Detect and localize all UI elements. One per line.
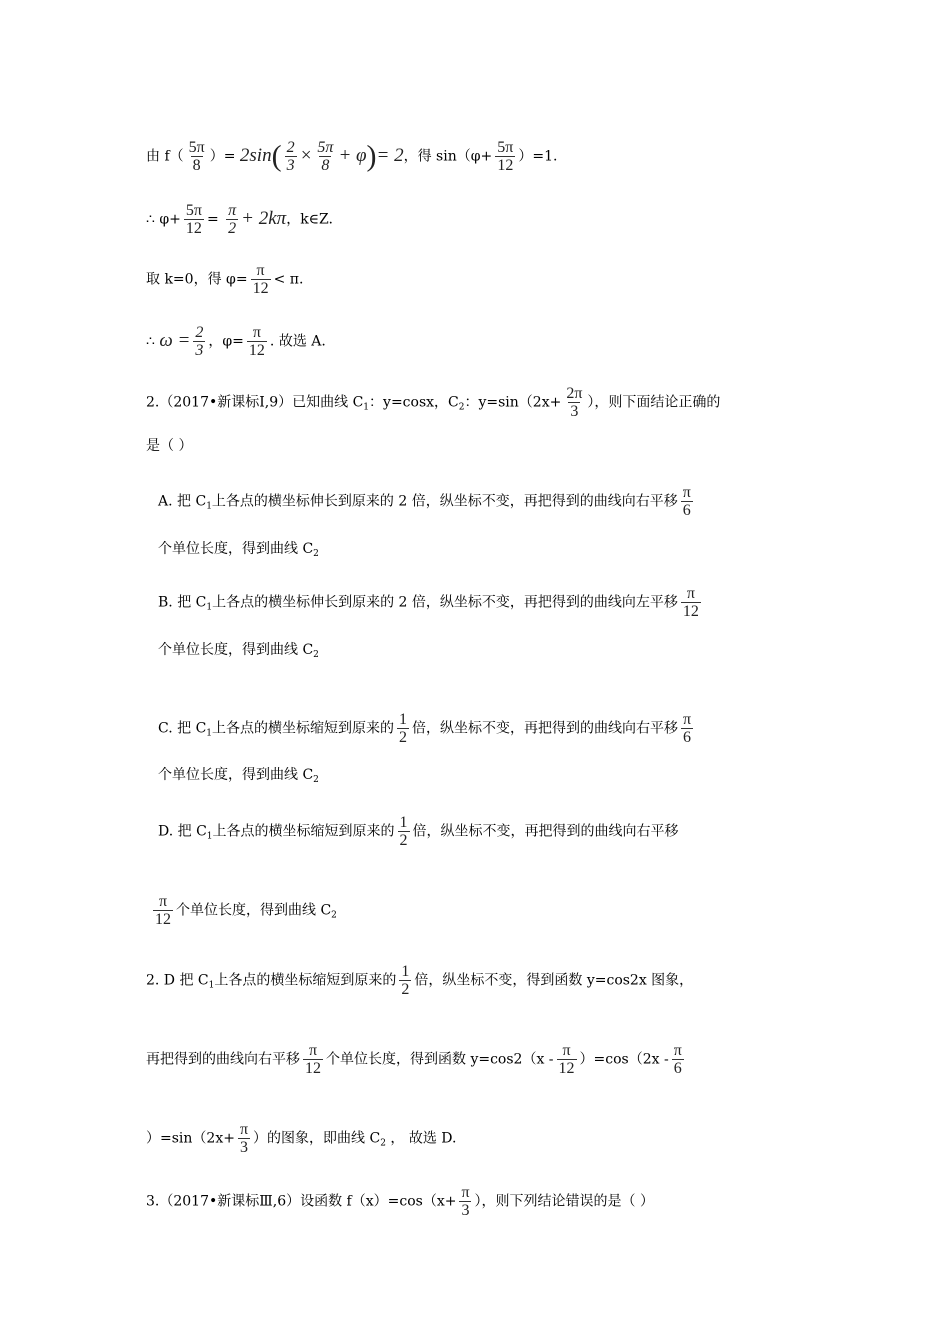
- text-span: 8: [321, 157, 330, 174]
- text-span: 1: [206, 602, 213, 613]
- text-span: 2: [195, 324, 204, 341]
- text-span: 上各点的横坐标缩短到原来的: [214, 972, 397, 989]
- text-span: ：y=cosx，C: [369, 394, 459, 411]
- text-span: 2: [399, 832, 408, 849]
- text-span: 个单位长度，得到曲线 C: [158, 642, 314, 658]
- text-span: 1: [206, 831, 213, 842]
- option-a: [158, 484, 696, 519]
- text-span: π: [686, 585, 695, 602]
- fraction: [672, 1042, 684, 1077]
- option-b: [158, 585, 704, 620]
- question-3: [146, 1184, 654, 1219]
- text-span: ∴ φ+: [146, 211, 181, 228]
- text-span: 6: [673, 1060, 682, 1077]
- text-span: 3: [461, 1202, 470, 1219]
- solution-line-3: [146, 262, 303, 297]
- text-span: 2: [313, 775, 319, 785]
- option-d: [158, 814, 679, 849]
- text-span: 5π: [317, 139, 334, 156]
- text-span: ）=1.: [518, 148, 558, 165]
- text-span: 2. D 把 C: [146, 972, 209, 989]
- text-span: 2π: [566, 385, 583, 402]
- text-span: =: [206, 211, 219, 228]
- text-span: π: [308, 1042, 318, 1059]
- text-span: 再把得到的曲线向右平移: [146, 1051, 300, 1068]
- text-span: 1: [206, 501, 212, 512]
- fraction: [557, 1042, 577, 1077]
- text-span: 个单位长度，得到曲线 C: [176, 902, 332, 919]
- text-span: 12: [497, 157, 514, 174]
- option-d-cont: [150, 893, 337, 928]
- answer-line-3: [146, 1121, 456, 1156]
- text-span: 5π: [185, 202, 202, 219]
- fraction: [238, 1121, 250, 1156]
- text-span: π: [228, 202, 237, 219]
- text-span: 5π: [188, 139, 205, 156]
- text-span: 倍，纵坐标不变，再把得到的曲线向右平移: [412, 720, 679, 737]
- text-span: ）=: [209, 148, 236, 165]
- text-span: B. 把 C: [158, 594, 207, 611]
- fraction: [399, 963, 411, 998]
- formula-image: [159, 324, 208, 359]
- text-span: 3: [570, 403, 579, 420]
- fraction: [187, 139, 207, 174]
- text-span: π: [158, 893, 168, 910]
- fraction: [681, 585, 701, 620]
- text-span: ）的图象，即曲线 C: [253, 1130, 381, 1147]
- text-span: ），则下列结论错误的是（ ）: [474, 1193, 654, 1210]
- text-span: ）=cos（2x -: [579, 1051, 669, 1068]
- text-span: π: [256, 262, 265, 279]
- text-span: 2: [313, 549, 319, 559]
- solution-line-4: [146, 324, 326, 359]
- text-span: 12: [185, 220, 202, 237]
- text-span: 是（ ）: [146, 438, 193, 454]
- text-span: ， 故选 D.: [385, 1130, 457, 1147]
- text-span: 个单位长度，得到曲线 C: [158, 541, 314, 557]
- text-span: 2: [399, 729, 408, 746]
- text-span: 12: [682, 603, 699, 620]
- text-span: 2.（2017•新课标Ⅰ,9）已知曲线 C: [146, 394, 364, 411]
- text-span: 3: [195, 342, 204, 359]
- text-span: ω =: [159, 329, 191, 351]
- text-span: ）=sin（2x+: [146, 1130, 235, 1147]
- text-span: 个单位长度，得到曲线 C: [158, 767, 314, 783]
- text-span: 3: [239, 1139, 248, 1156]
- text-span: 2: [458, 402, 465, 413]
- text-span: 上各点的横坐标缩短到原来的: [212, 823, 395, 840]
- text-span: 1: [206, 728, 213, 739]
- fraction: [247, 324, 267, 359]
- text-span: 1: [208, 980, 215, 991]
- text-span: π: [682, 484, 691, 501]
- text-span: 上各点的横坐标伸长到原来的 2 倍，纵坐标不变，再把得到的曲线向左平移: [212, 594, 678, 611]
- text-span: ，k∈Z.: [286, 211, 333, 228]
- text-span: 12: [305, 1060, 321, 1077]
- text-span: 12: [248, 342, 265, 359]
- fraction: [303, 1042, 323, 1077]
- text-span: 上各点的横坐标缩短到原来的: [212, 720, 395, 737]
- formula-image: [223, 202, 287, 237]
- text-span: 3.（2017•新课标Ⅲ,6）设函数 f（x）=cos（x+: [146, 1193, 457, 1210]
- text-span: 12: [252, 280, 269, 297]
- text-span: 2sin: [239, 144, 272, 166]
- text-span: 1: [399, 814, 408, 831]
- fraction: [251, 262, 271, 297]
- text-span: + 2kπ: [241, 207, 287, 229]
- fraction: [153, 893, 173, 928]
- text-span: ，得 sin（φ+: [403, 148, 493, 165]
- text-span: π: [673, 1042, 682, 1059]
- solution-line-2: [146, 202, 333, 237]
- text-span: A. 把 C: [158, 493, 207, 510]
- option-c: [158, 711, 696, 746]
- option-a-cont: [158, 540, 319, 563]
- text-span: π: [239, 1121, 249, 1138]
- answer-line-1: [146, 963, 693, 998]
- text-span: 1: [399, 711, 408, 728]
- fraction: [564, 385, 584, 420]
- text-span: 由 f（: [146, 148, 184, 165]
- fraction: [398, 814, 410, 849]
- fraction: [397, 711, 409, 746]
- text-span: 个单位长度，得到函数 y=cos2（x -: [326, 1051, 554, 1068]
- fraction: [495, 139, 515, 174]
- text-span: 6: [682, 502, 691, 519]
- text-span: ∴: [146, 333, 155, 350]
- text-span: 3: [286, 157, 295, 174]
- text-span: ：y=sin（2x+: [464, 394, 562, 411]
- text-span: 倍，纵坐标不变，再把得到的曲线向右平移: [412, 823, 679, 840]
- text-span: 1: [401, 963, 410, 980]
- fraction: [184, 202, 204, 237]
- text-span: 取 k=0，得 φ=: [146, 271, 248, 288]
- text-span: 2: [228, 220, 237, 237]
- text-span: 8: [192, 157, 201, 174]
- text-span: 6: [683, 729, 692, 746]
- text-span: π: [562, 1042, 571, 1059]
- question-2: [146, 385, 720, 420]
- text-span: 2: [401, 981, 410, 998]
- text-span: 2: [286, 139, 295, 156]
- text-span: π: [461, 1184, 470, 1201]
- text-span: 倍，纵坐标不变，得到函数 y=cos2x 图象，: [414, 972, 694, 989]
- text-span: 2: [331, 910, 337, 921]
- text-span: ×: [299, 144, 313, 166]
- fraction: [459, 1184, 471, 1219]
- text-span: π: [252, 324, 261, 341]
- text-span: C. 把 C: [158, 720, 207, 737]
- text-span: ，φ=: [208, 333, 244, 350]
- text-span: 1: [363, 402, 370, 413]
- text-span: 2: [313, 650, 319, 660]
- option-b-cont: [158, 641, 319, 664]
- solution-line-1: [146, 139, 557, 174]
- text-span: 12: [558, 1060, 575, 1077]
- text-span: D. 把 C: [158, 823, 207, 840]
- fraction: [681, 484, 693, 519]
- text-span: . 故选 A.: [269, 333, 326, 350]
- text-span: + φ: [338, 144, 367, 166]
- text-span: 12: [155, 911, 171, 928]
- text-span: π: [683, 711, 692, 728]
- text-span: < π.: [273, 271, 304, 288]
- text-span: 2: [380, 1138, 386, 1149]
- text-span: 上各点的横坐标伸长到原来的 2 倍，纵坐标不变，再把得到的曲线向右平移: [211, 493, 678, 510]
- text-span: 5π: [497, 139, 514, 156]
- option-c-cont: [158, 766, 319, 789]
- text-span: ），则下面结论正确的: [587, 394, 721, 411]
- fraction: [681, 711, 693, 746]
- formula-image: 2sin( $\frac{2}{3}$ × $\frac{5\pi}{8}$ + φ)= 2: [239, 139, 404, 174]
- question-2-cont: [146, 437, 192, 455]
- answer-line-2: [146, 1042, 687, 1077]
- text-span: = 2: [376, 144, 404, 166]
